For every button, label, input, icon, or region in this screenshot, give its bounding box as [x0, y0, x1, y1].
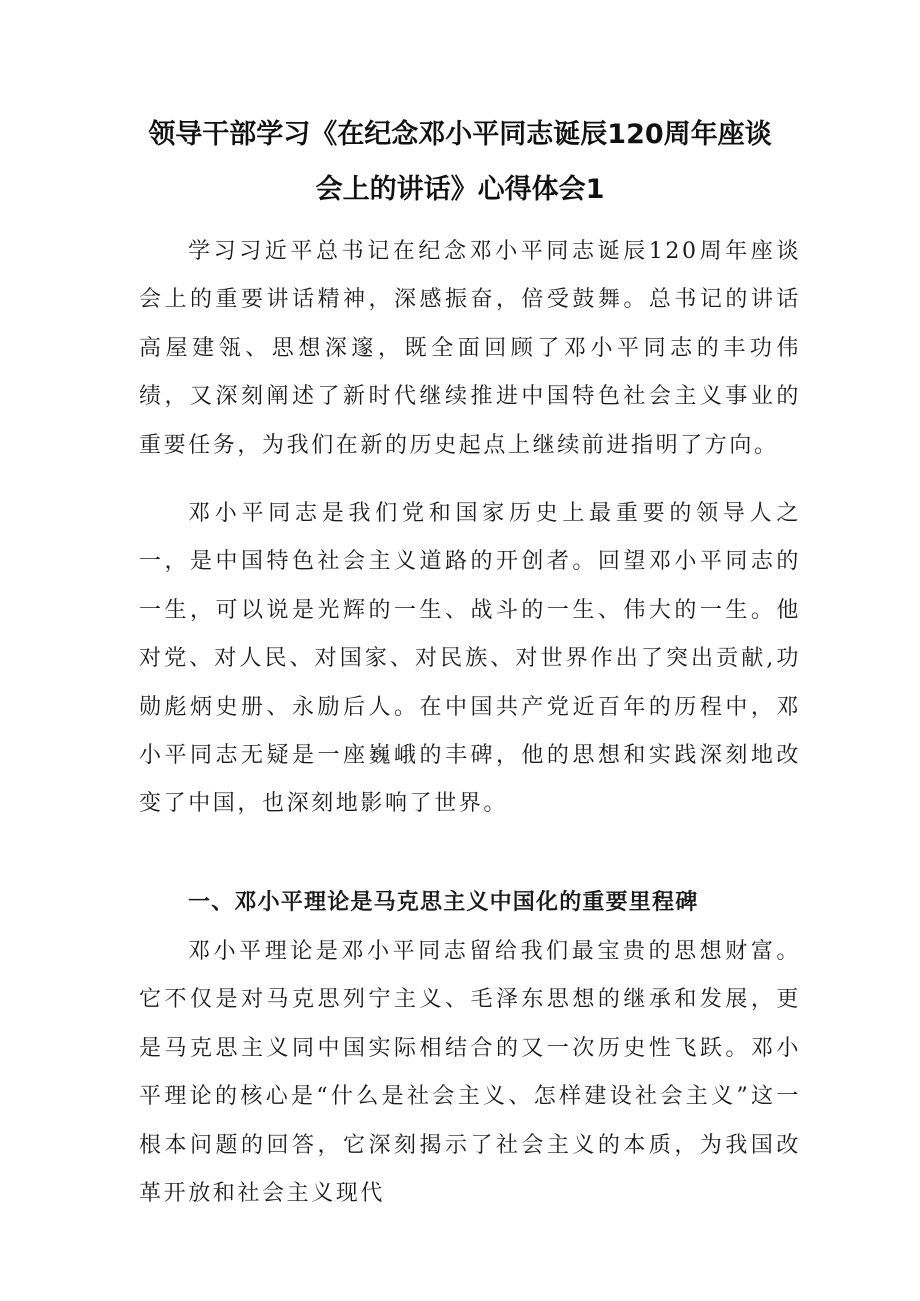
- paragraph-biography: 邓小平同志是我们党和国家历史上最重要的领导人之一，是中国特色社会主义道路的开创者。回望邓小平同志的一生，可以说是光辉的一生、战斗的一生、伟大的一生。他对党、对人民、对国家、对民族、对世界作出了突出贡献,功勋彪炳史册、永励后人。在中国共产党近百年的历程中，邓小平同志无疑是一座巍峨的丰碑，他的思想和实践深刻地改变了中国，也深刻地影响了世界。: [139, 501, 801, 817]
- section-heading: 一、邓小平理论是马克思主义中国化的重要里程碑: [188, 889, 699, 915]
- paragraph-section-1: 邓小平理论是邓小平同志留给我们最宝贵的思想财富。它不仅是对马克思列宁主义、毛泽东思想的继承和发展，更是马克思主义同中国实际相结合的又一次历史性飞跃。邓小平理论的核心是“什么是社会主义、怎样建设社会主义”这一根本问题的回答，它深刻揭示了社会主义的本质，为我国改革开放和社会主义现代: [139, 939, 801, 1207]
- document-title-line-1: 领导干部学习《在纪念邓小平同志诞辰120周年座谈: [148, 119, 772, 150]
- paragraph-intro: 学习习近平总书记在纪念邓小平同志诞辰120周年座谈会上的重要讲话精神，深感振奋，倍受鼓舞。总书记的讲话高屋建瓴、思想深邃，既全面回顾了邓小平同志的丰功伟绩，又深刻阐述了新时代继续推进中国特色社会主义事业的重要任务，为我们在新的历史起点上继续前进指明了方向。: [139, 239, 801, 458]
- document-title-line-2: 会上的讲话》心得体会1: [315, 174, 605, 205]
